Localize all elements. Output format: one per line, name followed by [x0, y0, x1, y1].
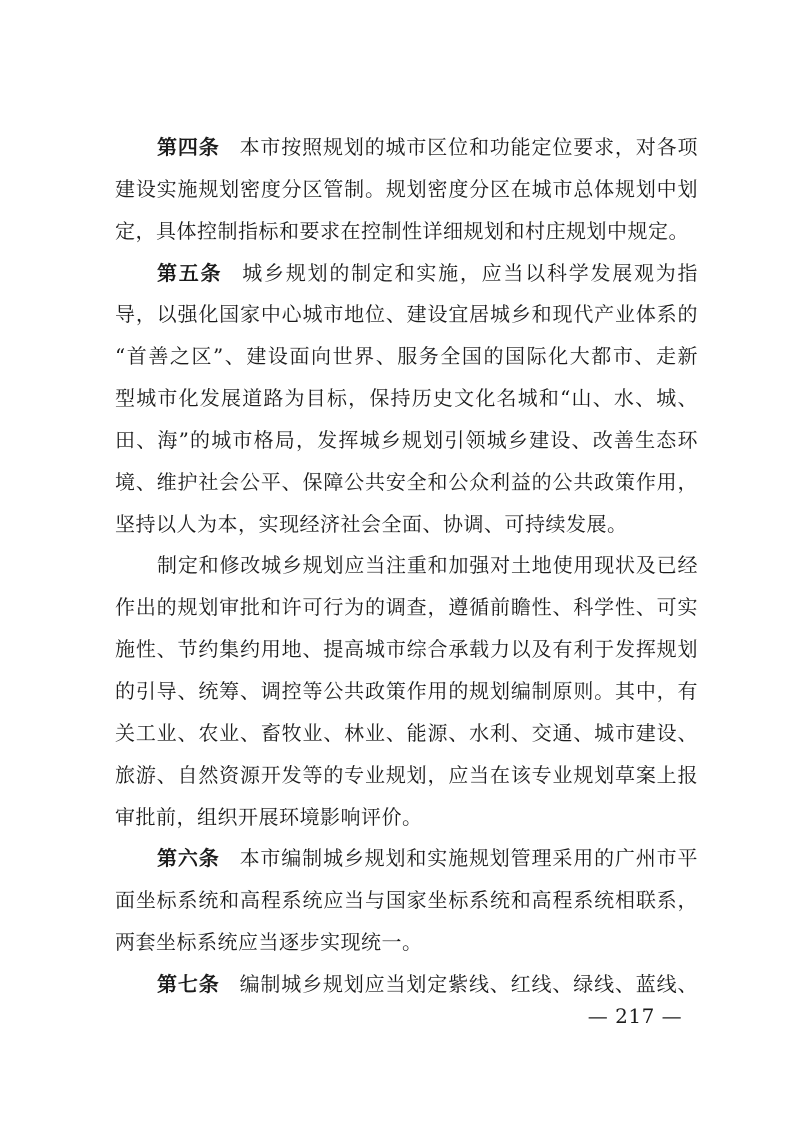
text-line [115, 420, 698, 462]
article-paragraph [115, 253, 698, 546]
line-text: 施性、节约集约用地、提高城市综合承载力以及有利于发挥规划 [115, 637, 698, 662]
text-line [115, 462, 698, 504]
line-text: 本市按照规划的城市区位和功能定位要求，对各项 [239, 135, 698, 159]
line-text: 的引导、统筹、调控等公共政策作用的规划编制原则。其中，有 [115, 678, 698, 703]
text-line [115, 504, 698, 546]
text-line [115, 253, 698, 295]
text-line [115, 838, 698, 880]
article-paragraph [115, 964, 698, 1006]
line-text: “首善之区”、建设面向世界、服务全国的国际化大都市、走新 [115, 344, 698, 369]
text-line [115, 797, 698, 839]
text-line [115, 545, 698, 587]
line-text: 编制城乡规划应当划定紫线、红线、绿线、蓝线、 [239, 971, 698, 996]
page-number: — 217 — [587, 1004, 683, 1028]
line-text: 城乡规划的制定和实施，应当以科学发展观为指 [242, 260, 699, 285]
text-line [115, 964, 698, 1006]
text-line [115, 211, 698, 253]
line-text: 田、海”的城市格局，发挥城乡规划引领城乡建设、改善生态环 [115, 427, 698, 452]
text-line [115, 629, 698, 671]
article-paragraph [115, 838, 698, 964]
article-heading: 第五条 [157, 260, 223, 285]
text-line [115, 671, 698, 713]
text-line [115, 294, 698, 336]
line-text: 关工业、农业、畜牧业、林业、能源、水利、交通、城市建设、 [115, 720, 698, 745]
line-text: 制定和修改城乡规划应当注重和加强对土地使用现状及已经 [157, 553, 698, 578]
line-text: 面坐标系统和高程系统应当与国家坐标系统和高程系统相联系， [115, 888, 698, 913]
line-text: 境、维护社会公平、保障公共安全和公众利益的公共政策作用， [115, 469, 698, 494]
line-text: 导，以强化国家中心城市地位、建设宜居城乡和现代产业体系的 [115, 302, 698, 327]
text-line [115, 587, 698, 629]
article-paragraph [115, 127, 698, 253]
article-heading: 第四条 [157, 135, 220, 159]
text-line [115, 378, 698, 420]
line-text: 坚持以人为本，实现经济社会全面、协调、可持续发展。 [115, 511, 628, 536]
paragraph [115, 545, 698, 838]
line-text: 本市编制城乡规划和实施规划管理采用的广州市平 [239, 846, 698, 871]
line-text: 两套坐标系统应当逐步实现统一。 [115, 930, 423, 955]
text-line [115, 755, 698, 797]
line-text: 型城市化发展道路为目标，保持历史文化名城和“山、水、城、 [115, 386, 698, 411]
article-heading: 第七条 [157, 971, 220, 996]
line-text: 作出的规划审批和许可行为的调查，遵循前瞻性、科学性、可实 [115, 595, 698, 620]
text-line [115, 922, 698, 964]
document-body [115, 127, 698, 1006]
text-line [115, 880, 698, 922]
article-heading: 第六条 [157, 846, 220, 871]
text-line [115, 127, 698, 169]
line-text: 审批前，组织开展环境影响评价。 [115, 804, 423, 829]
text-line [115, 713, 698, 755]
line-text: 建设实施规划密度分区管制。规划密度分区在城市总体规划中划 [115, 176, 698, 201]
line-text: 定，具体控制指标和要求在控制性详细规划和村庄规划中规定。 [115, 218, 689, 243]
text-line [115, 336, 698, 378]
text-line [115, 169, 698, 211]
line-text: 旅游、自然资源开发等的专业规划，应当在该专业规划草案上报 [115, 762, 698, 787]
